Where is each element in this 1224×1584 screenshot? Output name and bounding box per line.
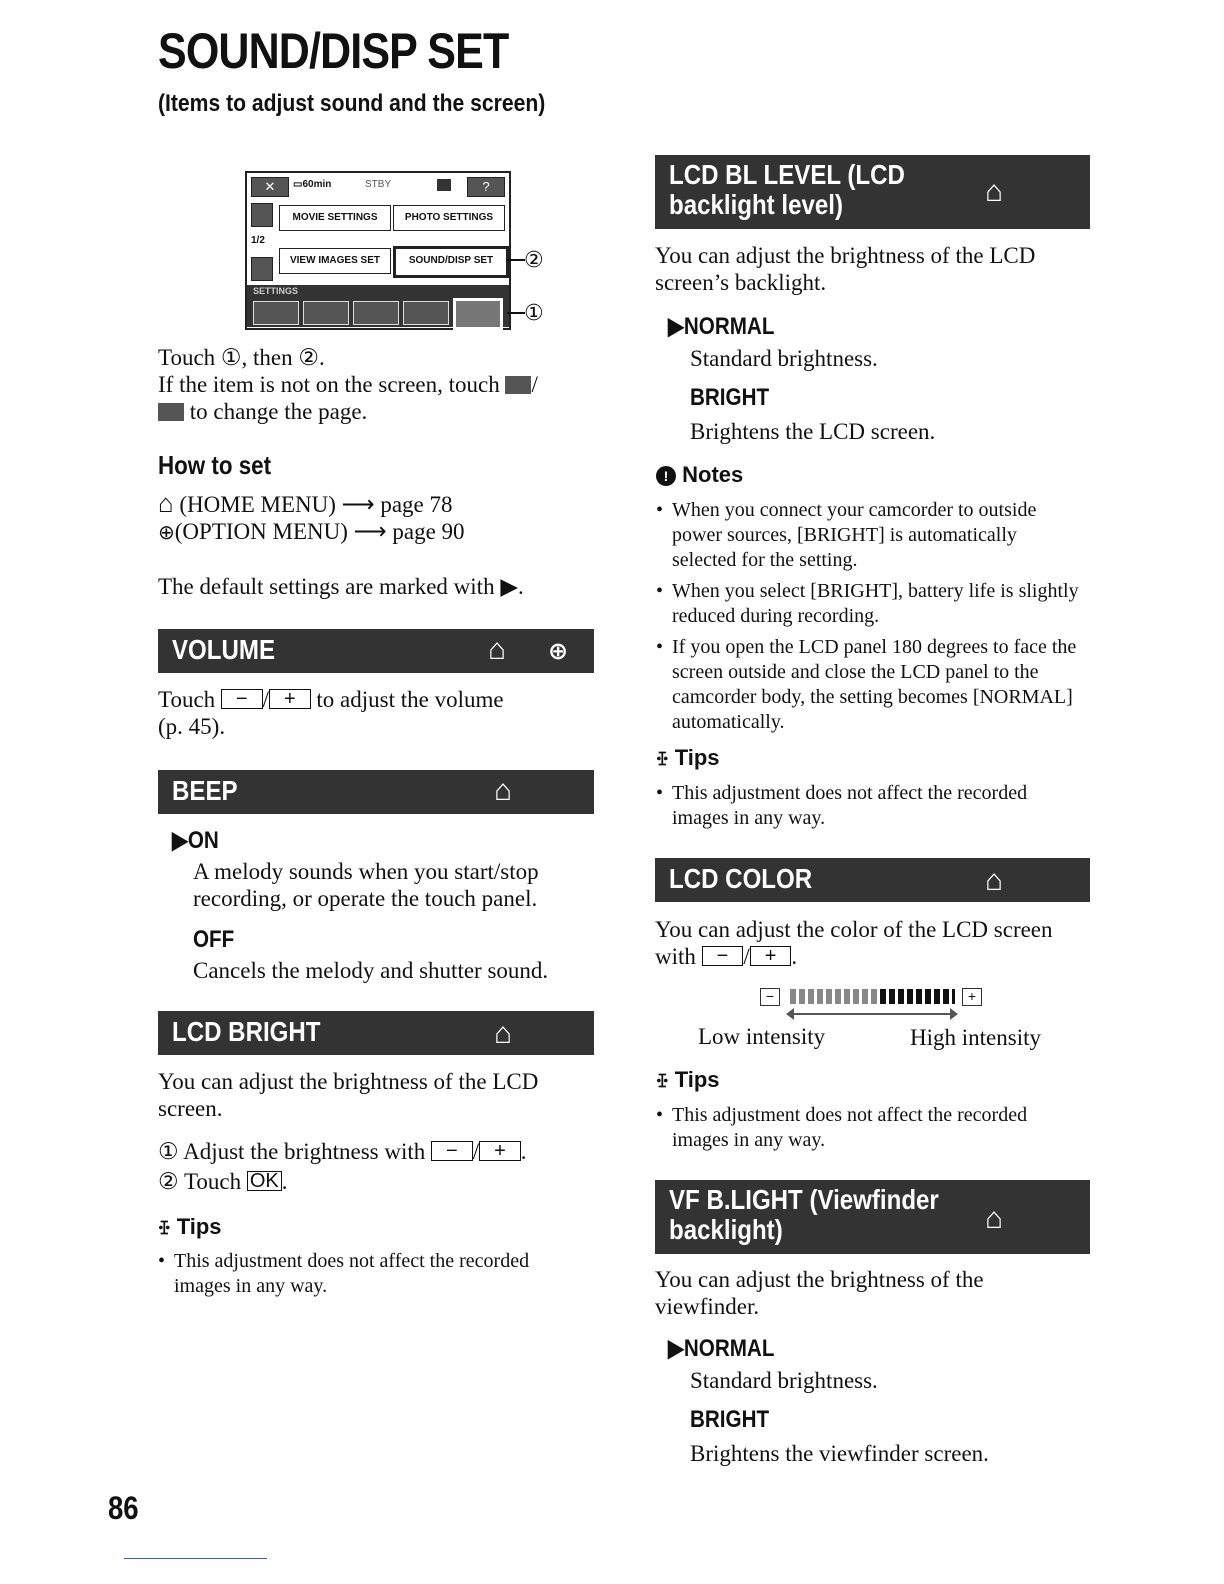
battery-indicator: ▭60min bbox=[293, 179, 332, 190]
plus-button: + bbox=[750, 946, 792, 966]
home-icon: ⌂ bbox=[985, 1202, 1004, 1235]
volume-text-c: (p. 45). bbox=[158, 714, 226, 739]
lcd-color-section-bar bbox=[655, 858, 1090, 902]
intro-line3: to change the page. bbox=[184, 399, 368, 424]
color-intensity-scale bbox=[760, 986, 990, 1022]
callout-1: ① bbox=[524, 300, 544, 325]
step1-end: . bbox=[520, 1139, 527, 1164]
home-icon: ⌂ bbox=[488, 633, 507, 666]
step2-number: ② bbox=[158, 1169, 179, 1194]
plus-button: + bbox=[269, 689, 311, 709]
page-up-icon bbox=[505, 376, 531, 394]
intro-touch-middle: , then bbox=[241, 345, 299, 370]
home-icon: ⌂ bbox=[494, 774, 513, 807]
beep-off-label: OFF bbox=[193, 926, 235, 953]
vf-normal-desc: Standard brightness. bbox=[690, 1368, 878, 1393]
callout-2: ② bbox=[524, 247, 544, 272]
intro-text bbox=[158, 344, 598, 425]
minus-button: − bbox=[431, 1141, 473, 1161]
page-title: SOUND/DISP SET bbox=[158, 23, 509, 79]
step1-slash: / bbox=[472, 1139, 480, 1164]
minus-button: − bbox=[702, 946, 744, 966]
lcd-bl-level-section-bar bbox=[655, 155, 1090, 229]
lcd-bl-level-bar-line1: LCD BL LEVEL (LCD bbox=[669, 159, 905, 190]
view-images-set-button: VIEW IMAGES SET bbox=[279, 248, 391, 274]
tab-bar-label: SETTINGS bbox=[253, 286, 299, 296]
lcd-bright-tips-list bbox=[158, 1249, 578, 1305]
tab-playback-icon bbox=[303, 301, 349, 325]
how-to-set-heading: How to set bbox=[158, 450, 272, 480]
option-menu-line bbox=[158, 518, 465, 546]
lcd-bright-bar-label: LCD BRIGHT bbox=[172, 1016, 321, 1047]
volume-text-a: Touch bbox=[158, 687, 216, 712]
option-icon: ⊕ bbox=[158, 520, 175, 544]
list-item: • When you connect your camcorder to outside power sources, [BRIGHT] is automatically selected for the setting. bbox=[656, 498, 1084, 573]
vf-normal-label: ▶NORMAL bbox=[668, 1335, 775, 1362]
close-icon: ✕ bbox=[251, 177, 289, 197]
mode-icon bbox=[437, 179, 451, 191]
vf-blight-bar-line1: VF B.LIGHT (Viewfinder bbox=[669, 1184, 939, 1215]
beep-on-label: ▶ON bbox=[172, 827, 219, 854]
notes-list bbox=[656, 498, 1084, 741]
intro-touch-one: ① bbox=[220, 345, 242, 370]
intro-slash: / bbox=[531, 372, 538, 397]
lcd-color-desc bbox=[655, 916, 1090, 970]
arrow-left-icon bbox=[786, 1008, 794, 1020]
volume-bar-label: VOLUME bbox=[172, 634, 276, 665]
status-indicator: STBY bbox=[365, 179, 392, 190]
vf-bright-label: BRIGHT bbox=[690, 1406, 770, 1433]
minus-button: − bbox=[221, 689, 263, 709]
arrow-right-icon bbox=[950, 1008, 958, 1020]
high-intensity-label: High intensity bbox=[910, 1025, 1041, 1050]
lcd-color-slash: / bbox=[743, 944, 750, 969]
lcd-bl-bright-desc: Brightens the LCD screen. bbox=[690, 419, 936, 444]
option-menu-text: (OPTION MENU) ⟶ page 90 bbox=[174, 519, 465, 544]
volume-slash: / bbox=[262, 687, 269, 712]
tab-edit-icon bbox=[403, 301, 449, 325]
sound-disp-set-button: SOUND/DISP SET bbox=[393, 246, 509, 278]
volume-text-b: to adjust the volume bbox=[310, 687, 504, 712]
lcd-color-desc-end: . bbox=[791, 944, 798, 969]
vf-blight-desc: You can adjust the brightness of the viewfinder. bbox=[655, 1267, 984, 1319]
callout-2-line bbox=[507, 259, 525, 261]
lcd-color-desc-a: You can adjust the color of the LCD screen bbox=[655, 917, 1053, 942]
volume-text bbox=[158, 686, 598, 740]
page-up-icon bbox=[251, 203, 273, 227]
tips-heading-text: Tips bbox=[176, 1214, 222, 1239]
list-item: • This adjustment does not affect the recorded images in any way. bbox=[656, 1103, 1076, 1153]
lcd-bright-desc: You can adjust the brightness of the LCD screen. bbox=[158, 1069, 539, 1121]
movie-settings-button: MOVIE SETTINGS bbox=[279, 205, 391, 231]
home-icon: ⌂ bbox=[158, 489, 174, 518]
photo-settings-button: PHOTO SETTINGS bbox=[393, 205, 505, 231]
footer-rule bbox=[124, 1558, 267, 1559]
plus-button: + bbox=[479, 1141, 521, 1161]
settings-tab-bar bbox=[247, 285, 509, 327]
intro-touch-prefix: Touch bbox=[158, 345, 221, 370]
plus-icon: + bbox=[962, 988, 982, 1006]
lcd-bright-tips-heading bbox=[158, 1214, 222, 1240]
beep-bar-label: BEEP bbox=[172, 775, 238, 806]
tips-bulb-icon: ꔀ bbox=[656, 749, 669, 769]
vf-blight-section-bar bbox=[655, 1180, 1090, 1254]
lcd-bl-level-desc: You can adjust the brightness of the LCD screen’s backlight. bbox=[655, 243, 1036, 295]
step1-text: Adjust the brightness with bbox=[178, 1139, 431, 1164]
tips-bulb-icon: ꔀ bbox=[656, 1071, 669, 1091]
page-subtitle: (Items to adjust sound and the screen) bbox=[158, 90, 546, 117]
tips-bulb-icon: ꔀ bbox=[158, 1218, 171, 1238]
lcd-bright-step1 bbox=[158, 1138, 598, 1165]
settings-screen-illustration bbox=[245, 171, 511, 330]
lcd-bl-tips-list bbox=[656, 781, 1076, 837]
lcd-bl-bright-label: BRIGHT bbox=[690, 384, 770, 411]
intensity-arrow bbox=[792, 1013, 952, 1015]
intro-touch-two: ② bbox=[298, 345, 320, 370]
lcd-color-tips-list bbox=[656, 1103, 1076, 1159]
tab-movie-icon bbox=[253, 301, 299, 325]
lcd-bl-tips-heading bbox=[656, 745, 720, 771]
page-number: 86 bbox=[108, 1490, 139, 1526]
intro-line2: If the item is not on the screen, touch bbox=[158, 372, 500, 397]
lcd-bl-normal-desc: Standard brightness. bbox=[690, 346, 878, 371]
lcd-bright-section-bar bbox=[158, 1011, 594, 1055]
page-indicator: 1/2 bbox=[251, 235, 265, 246]
volume-section-bar bbox=[158, 629, 594, 673]
home-icon: ⌂ bbox=[985, 175, 1004, 208]
help-icon: ? bbox=[467, 177, 505, 197]
tab-settings-icon bbox=[453, 298, 503, 330]
minus-icon: − bbox=[760, 988, 780, 1006]
notes-icon: ! bbox=[656, 466, 676, 486]
notes-heading-text: Notes bbox=[682, 462, 744, 487]
list-item: • When you select [BRIGHT], battery life is slightly reduced during recording. bbox=[656, 579, 1084, 629]
beep-on-desc: A melody sounds when you start/stop recording, or operate the touch panel. bbox=[193, 859, 539, 911]
scale-high-segments bbox=[880, 989, 955, 1004]
lcd-bl-level-bar-line2: backlight level) bbox=[669, 189, 843, 220]
list-item: • If you open the LCD panel 180 degrees to face the screen outside and close the LCD panel to the camcorder body, the setting becomes [NORMAL] automatically. bbox=[656, 635, 1084, 735]
home-icon: ⌂ bbox=[494, 1017, 513, 1050]
option-icon: ⊕ bbox=[548, 637, 569, 665]
tips-heading-text: Tips bbox=[674, 1067, 720, 1092]
home-menu-line bbox=[158, 490, 453, 518]
callout-1-line bbox=[507, 312, 525, 314]
home-icon: ⌂ bbox=[985, 864, 1004, 897]
lcd-bright-step2 bbox=[158, 1168, 288, 1195]
tab-index-icon bbox=[353, 301, 399, 325]
beep-section-bar bbox=[158, 770, 594, 814]
step2-end: . bbox=[281, 1169, 288, 1194]
step1-number: ① bbox=[158, 1139, 179, 1164]
beep-off-desc: Cancels the melody and shutter sound. bbox=[193, 958, 549, 983]
lcd-bl-normal-label: ▶NORMAL bbox=[668, 313, 775, 340]
step2-text: Touch bbox=[178, 1169, 247, 1194]
list-item: • This adjustment does not affect the recorded images in any way. bbox=[158, 1249, 578, 1299]
ok-button: OK bbox=[247, 1171, 282, 1191]
lcd-color-bar-label: LCD COLOR bbox=[669, 863, 813, 894]
home-menu-text: (HOME MENU) ⟶ page 78 bbox=[173, 492, 453, 517]
page-down-icon bbox=[158, 403, 184, 421]
tips-heading-text: Tips bbox=[674, 745, 720, 770]
low-intensity-label: Low intensity bbox=[698, 1024, 826, 1049]
lcd-color-desc-b: with bbox=[655, 944, 702, 969]
lcd-color-tips-heading bbox=[656, 1067, 720, 1093]
intro-touch-end: . bbox=[319, 345, 325, 370]
notes-heading bbox=[656, 462, 743, 488]
page-down-icon bbox=[251, 257, 273, 281]
scale-low-segments bbox=[790, 989, 880, 1004]
vf-blight-bar-line2: backlight) bbox=[669, 1214, 783, 1245]
list-item: • This adjustment does not affect the recorded images in any way. bbox=[656, 781, 1076, 831]
vf-bright-desc: Brightens the viewfinder screen. bbox=[690, 1441, 989, 1466]
default-note: The default settings are marked with ▶. bbox=[158, 574, 524, 599]
